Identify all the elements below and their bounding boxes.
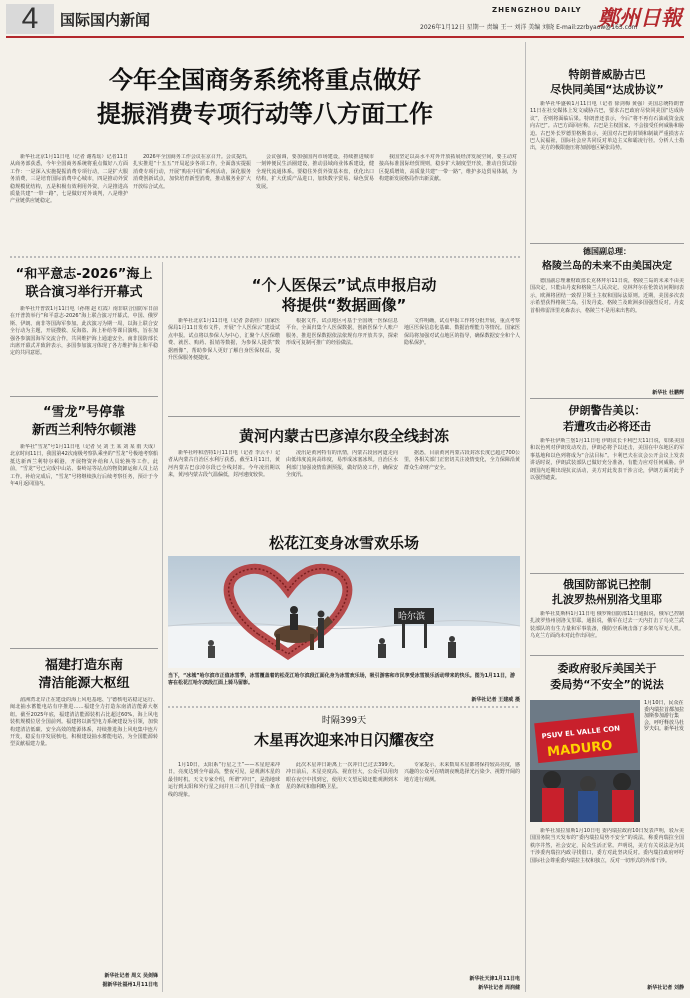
trump-cuba-headline-1: 特朗普威胁古巴 <box>568 68 646 81</box>
snow-body <box>10 444 158 644</box>
fujian-source: 据新华社福州1月11日电 <box>102 982 158 988</box>
lead-headline-2: 提振消费专项行动等八方面工作 <box>97 100 433 128</box>
trump-cuba-headline-2: 尽快同美国“达成协议” <box>550 83 664 96</box>
fujian-paragraph: 湄洲湾北岸正在建设的海上风电基地、宁德核电站稳定运行、闽北抽水蓄能电站有序推进……福建全力打造东南清洁能源大枢纽。截至2025年底，福建清洁能源装机占比超过60%，海上风电装机规模位居全国前列。福建将以新型电力系统建设为引领，加快构建清洁低碳、安全高效的能源体系，持续推进海上风电集中连片开发，稳妥有序发展核电，积极建设抽水蓄能电站，为全国能源转型贡献福建力量。 <box>10 697 158 748</box>
medicare-headline-1: “个人医保云”试点申报启动 <box>251 276 437 294</box>
medicare-paragraph: 根据文件，试点地区可基于全国统一医保信息平台，全面归集个人医保数据，创新医保个人账户服务，推进医保数据依法依规有序开放共享，探索形成可复制可推广的经验做法。 <box>286 318 398 347</box>
venezuela-headline-1: 委政府驳斥美国关于 <box>557 662 657 675</box>
venezuela-byline: 新华社记者 刘静 <box>647 985 684 991</box>
lead-paragraph: 新华社北京1月11日电（记者 谢希瑶）记者11日从商务部获悉，今年全国商务系统将重点做好八方面工作：一是深入实施提振消费专项行动，二是扩大服务消费，三是培育国际消费中心城市，四是推动外贸稳规模优结构，五是积极有效利用外资，六是推进高质量共建“一带一路”，七是做好对外谈判，八是维护产业链供应链稳定。 <box>10 154 128 205</box>
column-rule <box>525 42 526 992</box>
fujian-body <box>10 697 158 967</box>
iran-headline-1: 伊朗警告美以： <box>568 404 646 417</box>
snow-paragraph: 新华社“雪龙”号1月11日电（记者 吴 刘 王 某 刘 某 雨 天成）北京时间11日，我国第42次南极考察队乘坐的“雪龙”号极地考察船抵达新西兰利特尔顿港，开展物资补给和人员轮换等工作。此前，“雪龙”号已完成中山站、秦岭站等站点的物资卸运和人员上站工作。补给完成后，“雪龙”号将继续执行后续考察任务，预计于今年4月返回国内。 <box>10 444 158 488</box>
yellow-river-headline: 黄河内蒙古巴彦淖尔段全线封冻 <box>238 427 449 445</box>
russia-body <box>530 611 684 651</box>
venezuela-paragraph: 新华社加拉加斯1月10日电 委内瑞拉政府10日发表声明，驳斥美国国务院当天发布的“委内瑞拉局势不安全”的说法，称委内瑞拉全国秩序井然，社会安定，民众生活正常。声明说，美方有关说法是为其干涉委内瑞拉内政寻找借口，委方对此坚决反对。委内瑞拉政府呼吁国际社会尊重委内瑞拉主权和独立，反对一切形式的外部干涉。 <box>530 828 684 864</box>
sign-text: 哈尔滨 <box>398 612 426 622</box>
jupiter-body-col3 <box>404 762 520 952</box>
fujian-byline: 新华社记者 周义 吴剑锋 <box>104 973 158 979</box>
peace-paragraph: 新华社开普敦1月11日电（孙翔 赵 红霞）南非联合国防军日前在开普敦举行“和平意志-2026”海上联合演习开幕式。中国、俄罗斯、伊朗、南非等国海军参加。此次演习为期一周，以海上联合安全行动为主题，开展搜救、反海盗、海上补给等课目演练，旨在加强各参演国海军交流合作，共同维护海上通道安全。南非国防部长出席开幕式并致辞表示，多国参加演习体现了各方维护海上和平稳定的共同意愿。 <box>10 306 158 357</box>
greenland-byline: 新华社 杜鹏辉 <box>652 390 684 396</box>
yellow-river-paragraph: 新华社呼和浩特1月11日电（记者 李云平）记者从内蒙古自治区水利厅获悉，截至1月11日，黄河内蒙古巴彦淖尔段已全线封冻。今年凌汛期以来，黄河内蒙古段气温偏低，封河速度较快。 <box>168 450 280 479</box>
yellow-river-paragraph: 据悉，目前黄河内蒙古段封冻长度已超过700公里，各相关部门正密切关注凌情变化，全力保障沿黄群众生命财产安全。 <box>404 450 520 471</box>
medicare-body-col2 <box>286 318 398 410</box>
russia-paragraph: 新华社莫斯科1月11日电 俄罗斯国防部11日通报说，俄军已控制扎波罗热州别洛戈里耶。通报说，俄军在过去一天内打击了乌克兰武装部队的有生力量和军事装备，俄防空系统击落了多架乌军无人机。乌克兰方面尚未对此作出回应。 <box>530 611 684 640</box>
divider <box>10 396 158 397</box>
venezuela-body <box>530 828 684 974</box>
photo-harbin <box>168 556 520 668</box>
peace-headline-2: 联合演习举行开幕式 <box>25 285 143 300</box>
dateline: 2026年1月12日 星期一 责编 王一 刘洋 美编 刘晓 E-mail:zzrbyaow@163.com <box>420 24 638 31</box>
divider <box>10 256 520 258</box>
divider <box>168 706 520 708</box>
lead-paragraph: 2026年全国商务工作会议在京召开。会议提出，扎实推进“十五五”开局起步各项工作，全面落实提振消费专项行动，开展“购在中国”系列活动，深化服务消费创新试点，加快培育新型消费，推动服务业扩大开放综合试点。 <box>133 154 251 190</box>
jupiter-paragraph: 此次木星冲日距离上一次冲日已过去399天。冲日前后，木星亮度高、视直径大，公众可以用肉眼在夜空中找到它，使用天文望远镜还能观测到木星的条纹和伽利略卫星。 <box>286 762 398 791</box>
venezuela-headline-2: 委局势“不安全”的说法 <box>550 678 664 691</box>
lead-body-col2 <box>133 154 251 252</box>
iran-body <box>530 438 684 570</box>
page-number: 4 <box>6 4 54 34</box>
sign-line-1: PSUV EL VALLE CON <box>541 724 621 741</box>
greenland-kicker: 德国副总理： <box>583 247 631 256</box>
lead-body-col1 <box>10 154 128 252</box>
jupiter-paragraph: 专家提示，未来数周木星都将保持较高亮度，感兴趣的公众可在晴朗夜晚选择光污染少、视野开阔的地方进行观测。 <box>404 762 520 783</box>
greenland-body <box>530 278 684 388</box>
medicare-headline-2: 将提供“数据画像” <box>281 296 407 314</box>
snow-headline-2: 新西兰利特尔顿港 <box>31 423 136 438</box>
greenland-headline: 格陵兰岛的未来不由美国决定 <box>542 261 672 272</box>
fujian-headline-2: 清洁能源大枢纽 <box>38 676 130 691</box>
lead-paragraph: 我国坚定以高水平对外开放拓展经济发展空间，要主动对接高标准国际经贸规则，稳步扩大制度型开放，推动自贸试验区提质增效，高质量共建“一带一路”，维护多边贸易体制，为构建新发展格局作出新贡献。 <box>379 154 517 183</box>
russia-headline-1: 俄国防部说已控制 <box>563 578 651 591</box>
photo-caption: 当下，“冰城”哈尔滨市正值冰雪季，冰雪覆盖着的松花江哈尔滨段江面化身为冰雪欢乐场，吸引游客和市民享受冰雪娱乐活动带来的快乐。图为1月11日，游客在松花江哈尔滨段江面上骑马留影。 <box>168 673 516 686</box>
peace-body <box>10 306 158 390</box>
yellow-river-body-col1 <box>168 450 280 530</box>
jupiter-body-col2 <box>286 762 398 976</box>
greenland-paragraph: 德国副总理兼财政部长克林拜尔11日说，格陵兰岛的未来不由美国决定，只能由丹麦和格陵兰人民决定。克林拜尔在伦敦访问期间表示，欧洲将团结一致捍卫领土主权和国际法原则。近期，美国多次表示希望获得格陵兰岛，引发丹麦、格陵兰及欧洲多国强烈反对。丹麦首相弗雷泽里克森表示，格陵兰不是用来出售的。 <box>530 278 684 314</box>
iran-paragraph: 新华社伊斯兰堡1月11日电 伊朗议长卡利巴夫11日说，如果美国和以色列对伊朗发动攻击，伊朗必将予以还击，美国在中东地区的军事基地和以色列将成为“合法目标”。卡利巴夫在议会公开会议上发表讲话时说，伊朗武装部队已做好充分准备，有能力应对任何威胁。伊朗国内近期出现抗议活动，美方对此发表干涉言论，伊朗方面对此予以强烈谴责。 <box>530 438 684 482</box>
divider <box>530 655 684 656</box>
yellow-river-paragraph: 凌汛是黄河特有的汛情，内蒙古段因河道走向由低纬度流向高纬度，易形成冰塞冰坝。自治区水利部门加强凌情监测预报，做好防凌工作，确保安全度汛。 <box>286 450 398 479</box>
jupiter-paragraph: 1月10日，太阳系“行星之王”——木星迎来冲日，亮度达到全年最高，整夜可见，是观测木星的最佳时机。天文专家介绍，所谓“冲日”，是指地球运行到太阳和外行星之间并且三者几乎排成一条直线的现象。 <box>168 762 280 798</box>
lead-headline-1: 今年全国商务系统将重点做好 <box>109 66 421 94</box>
medicare-body-col1 <box>168 318 280 410</box>
lead-paragraph: 会议强调，要加强国内市场建设，持续推进城市一刻钟便民生活圈建设，推动县域商业体系建设，健全现代流通体系。要稳住外贸外资基本盘，优化出口结构，扩大优质产品进口，加快数字贸易、绿色贸易发展。 <box>256 154 374 190</box>
section-title: 国际国内新闻 <box>60 11 151 29</box>
lead-body-col3 <box>256 154 374 252</box>
peace-headline-1: “和平意志-2026”海上 <box>15 267 153 282</box>
paper-logo: 鄭州日報 <box>598 5 682 30</box>
yellow-river-body-col2 <box>286 450 398 530</box>
medicare-paragraph: 新华社北京1月11日电（记者 彭韵佳）国家医保局1月11日发布文件，开展“个人医保云”建设试点申报。试点将以参保人为中心，汇聚个人医保缴费、就医、购药、报销等数据，为参保人提供“数据画像”，帮助参保人更好了解自身医保权益，提升医保服务便捷度。 <box>168 318 280 362</box>
jupiter-headline: 木星再次迎来冲日闪耀夜空 <box>253 731 434 749</box>
jupiter-kicker: 时隔399天 <box>321 716 367 726</box>
venezuela-photo-caption: 1月10日，民众在委内瑞拉首都加拉加斯参加游行集会，呼吁释放马杜罗夫妇。新华社发 <box>644 700 684 733</box>
paper-name-en: ZHENGZHOU DAILY <box>492 6 582 14</box>
column-rule <box>162 262 163 992</box>
trump-cuba-body <box>530 101 684 239</box>
fujian-headline-1: 福建打造东南 <box>44 658 123 673</box>
yellow-river-body-col3 <box>404 450 520 530</box>
photo-credit: 新华社记者 王建威 摄 <box>471 697 520 703</box>
russia-headline-2: 扎波罗热州别洛戈里耶 <box>552 593 662 606</box>
iran-headline-2: 若遭攻击必将还击 <box>563 420 651 433</box>
sign-line-2: MADURO <box>546 738 614 761</box>
medicare-body-col3 <box>404 318 520 410</box>
divider <box>530 398 684 399</box>
snow-headline-1: “雪龙”号停靠 <box>42 405 126 420</box>
medicare-paragraph: 文件明确，试点申报工作将分批开展，重点考察地区医保信息化基础、数据治理能力等情况。国家医保局将加强对试点地区的指导，确保数据安全和个人隐私保护。 <box>404 318 520 347</box>
jupiter-body-col1 <box>168 762 280 976</box>
lead-body-col4 <box>379 154 517 252</box>
photo-headline: 松花江变身冰雪欢乐场 <box>268 534 419 552</box>
header-rule <box>6 36 684 38</box>
photo-venezuela <box>530 700 640 822</box>
jupiter-source: 新华社天津1月11日电 <box>469 976 520 982</box>
divider <box>530 243 684 244</box>
trump-cuba-paragraph: 新华社华盛顿1月11日电（记者 徐剑梅 黄强）美国总统特朗普11日在社交媒体上发文威胁古巴，要求古巴政府尽快同美国“达成协议”，否则将面临后果。特朗普还表示，今后“将不再有石油或资金流向古巴”。古巴方面回应称，古巴是主权国家，不会接受任何威胁和胁迫。古巴外长罗德里格斯表示，美国对古巴的封锁和制裁严重损害古巴人民福祉，国际社会应共同反对单边主义和霸凌行径。分析人士指出，美方的极限施压将加剧地区紧张局势。 <box>530 101 684 152</box>
jupiter-byline: 新华社记者 周润健 <box>478 985 520 991</box>
divider <box>530 573 684 574</box>
divider <box>168 416 520 417</box>
divider <box>10 648 158 649</box>
